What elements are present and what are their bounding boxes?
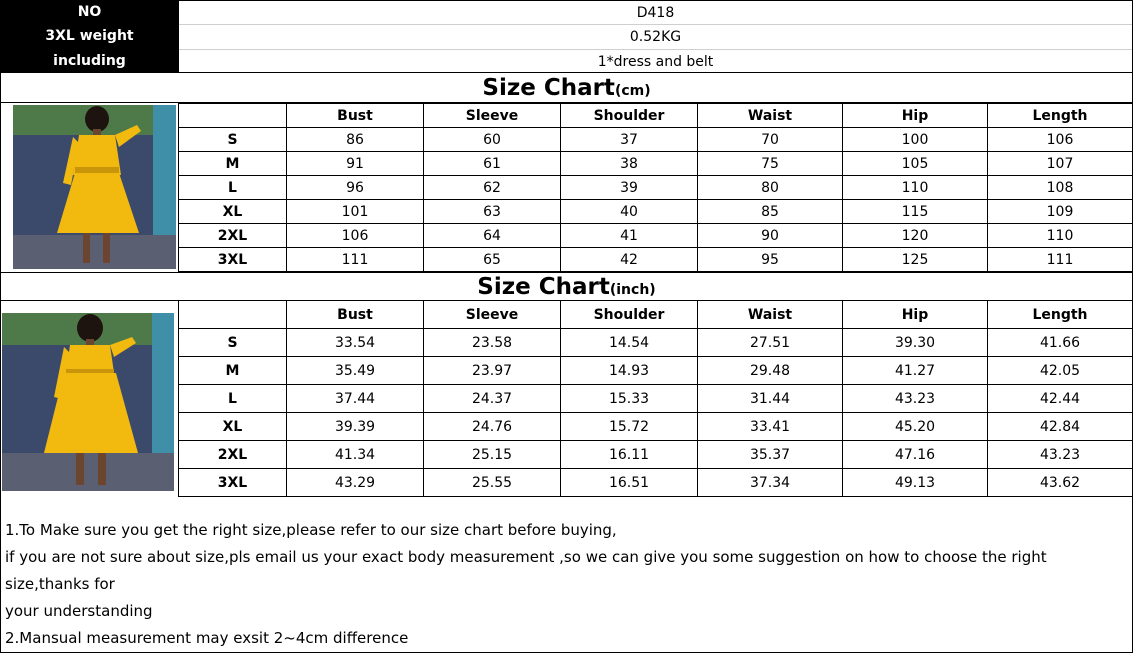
measurement-cell: 75: [698, 152, 843, 176]
measurement-cell: 85: [698, 200, 843, 224]
column-header: Waist: [698, 301, 843, 329]
size-label-cell: 2XL: [179, 224, 287, 248]
measurement-cell: 63: [424, 200, 561, 224]
info-label-no: NO: [77, 4, 102, 20]
measurement-cell: 109: [988, 200, 1133, 224]
measurement-cell: 37.34: [698, 469, 843, 497]
measurement-cell: 110: [843, 176, 988, 200]
column-header: Sleeve: [424, 301, 561, 329]
column-header: Shoulder: [561, 301, 698, 329]
measurement-cell: 47.16: [843, 441, 988, 469]
measurement-cell: 86: [287, 128, 424, 152]
measurement-cell: 39.30: [843, 329, 988, 357]
product-info-values: [179, 0, 1133, 73]
measurement-cell: 24.37: [424, 385, 561, 413]
measurement-cell: 31.44: [698, 385, 843, 413]
measurement-cell: 41.34: [287, 441, 424, 469]
table-row: [179, 224, 1133, 248]
measurement-cell: 15.33: [561, 385, 698, 413]
measurement-cell: 65: [424, 248, 561, 272]
size-label-cell: 2XL: [179, 441, 287, 469]
measurement-cell: 16.11: [561, 441, 698, 469]
measurement-cell: 33.54: [287, 329, 424, 357]
measurement-cell: 14.54: [561, 329, 698, 357]
measurement-cell: 43.23: [843, 385, 988, 413]
measurement-cell: 111: [287, 248, 424, 272]
column-header: Bust: [287, 104, 424, 128]
size-label-cell: S: [179, 329, 287, 357]
measurement-cell: 37: [561, 128, 698, 152]
table-row: [179, 469, 1133, 497]
measurement-cell: 33.41: [698, 413, 843, 441]
measurement-cell: 14.93: [561, 357, 698, 385]
measurement-cell: 106: [287, 224, 424, 248]
size-label-cell: L: [179, 176, 287, 200]
measurement-cell: 115: [843, 200, 988, 224]
measurement-cell: 64: [424, 224, 561, 248]
size-label-cell: XL: [179, 413, 287, 441]
column-header: Length: [988, 301, 1133, 329]
measurement-cell: 41.66: [988, 329, 1133, 357]
measurement-cell: 49.13: [843, 469, 988, 497]
measurement-cell: 39: [561, 176, 698, 200]
size-table-inch: [178, 300, 1133, 497]
measurement-cell: 106: [988, 128, 1133, 152]
measurement-cell: 35.37: [698, 441, 843, 469]
size-label-cell: S: [179, 128, 287, 152]
column-header: Length: [988, 104, 1133, 128]
note-line: 2.Mansual measurement may exsit 2~4cm difference: [5, 629, 409, 647]
measurement-cell: 91: [287, 152, 424, 176]
info-value-including: 1*dress and belt: [597, 53, 714, 70]
dress-photo-image: [13, 105, 176, 269]
measurement-cell: 62: [424, 176, 561, 200]
size-label-cell: 3XL: [179, 469, 287, 497]
column-header: [179, 301, 287, 329]
measurement-cell: 43.23: [988, 441, 1133, 469]
measurement-cell: 41.27: [843, 357, 988, 385]
measurement-cell: 108: [988, 176, 1133, 200]
size-table-cm: [178, 103, 1133, 272]
size-label-cell: 3XL: [179, 248, 287, 272]
size-chart-inch-title: [0, 272, 1133, 301]
measurement-cell: 125: [843, 248, 988, 272]
column-header: [179, 104, 287, 128]
size-label-cell: XL: [179, 200, 287, 224]
measurement-cell: 42.05: [988, 357, 1133, 385]
measurement-cell: 37.44: [287, 385, 424, 413]
measurement-cell: 105: [843, 152, 988, 176]
chart-unit: (inch): [609, 282, 656, 298]
info-label-including: including: [53, 52, 126, 69]
table-header-row: [179, 301, 1133, 329]
measurement-cell: 42.84: [988, 413, 1133, 441]
note-line: your understanding: [5, 602, 153, 620]
note-line: 1.To Make sure you get the right size,please refer to our size chart before buying,: [5, 521, 617, 539]
measurement-cell: 111: [988, 248, 1133, 272]
size-notes: [0, 497, 1133, 653]
info-value-weight: 0.52KG: [179, 25, 1132, 49]
measurement-cell: 41: [561, 224, 698, 248]
dress-photo-image: [2, 313, 174, 491]
chart-title-text: Size Chart: [477, 274, 610, 300]
table-row: [179, 385, 1133, 413]
table-row: [179, 329, 1133, 357]
info-value-no: D418: [179, 1, 1132, 25]
chart-title-text: Size Chart: [482, 75, 615, 101]
measurement-cell: 42.44: [988, 385, 1133, 413]
column-header: Shoulder: [561, 104, 698, 128]
measurement-cell: 90: [698, 224, 843, 248]
frame-border: [0, 103, 1, 272]
table-row: [179, 248, 1133, 272]
note-line: if you are not sure about size,pls email us your exact body measurement ,so we can give you some suggestion on how to choose the right size,thanks for: [5, 548, 1047, 593]
table-row: [179, 441, 1133, 469]
measurement-cell: 61: [424, 152, 561, 176]
measurement-cell: 23.58: [424, 329, 561, 357]
size-label-cell: M: [179, 357, 287, 385]
table-row: [179, 357, 1133, 385]
size-label-cell: M: [179, 152, 287, 176]
measurement-cell: 15.72: [561, 413, 698, 441]
table-row: [179, 413, 1133, 441]
measurement-cell: 45.20: [843, 413, 988, 441]
measurement-cell: 42: [561, 248, 698, 272]
measurement-cell: 43.62: [988, 469, 1133, 497]
table-row: [179, 152, 1133, 176]
measurement-cell: 25.15: [424, 441, 561, 469]
measurement-cell: 23.97: [424, 357, 561, 385]
column-header: Bust: [287, 301, 424, 329]
measurement-cell: 110: [988, 224, 1133, 248]
size-chart-cm-title: [0, 73, 1133, 103]
column-header: Hip: [843, 301, 988, 329]
table-row: [179, 200, 1133, 224]
measurement-cell: 101: [287, 200, 424, 224]
measurement-cell: 38: [561, 152, 698, 176]
measurement-cell: 70: [698, 128, 843, 152]
measurement-cell: 16.51: [561, 469, 698, 497]
measurement-cell: 35.49: [287, 357, 424, 385]
info-label-weight: 3XL weight: [45, 28, 134, 45]
frame-border: [0, 300, 1, 497]
column-header: Waist: [698, 104, 843, 128]
size-label-cell: L: [179, 385, 287, 413]
measurement-cell: 80: [698, 176, 843, 200]
measurement-cell: 120: [843, 224, 988, 248]
measurement-cell: 40: [561, 200, 698, 224]
measurement-cell: 25.55: [424, 469, 561, 497]
measurement-cell: 60: [424, 128, 561, 152]
measurement-cell: 39.39: [287, 413, 424, 441]
product-photo-cm: [13, 105, 176, 269]
column-header: Sleeve: [424, 104, 561, 128]
measurement-cell: 96: [287, 176, 424, 200]
measurement-cell: 24.76: [424, 413, 561, 441]
measurement-cell: 100: [843, 128, 988, 152]
measurement-cell: 43.29: [287, 469, 424, 497]
table-row: [179, 176, 1133, 200]
measurement-cell: 95: [698, 248, 843, 272]
product-info-labels: [0, 0, 179, 73]
measurement-cell: 107: [988, 152, 1133, 176]
table-row: [179, 128, 1133, 152]
product-photo-inch: [2, 313, 174, 491]
chart-unit: (cm): [614, 83, 651, 99]
column-header: Hip: [843, 104, 988, 128]
measurement-cell: 29.48: [698, 357, 843, 385]
table-header-row: [179, 104, 1133, 128]
measurement-cell: 27.51: [698, 329, 843, 357]
